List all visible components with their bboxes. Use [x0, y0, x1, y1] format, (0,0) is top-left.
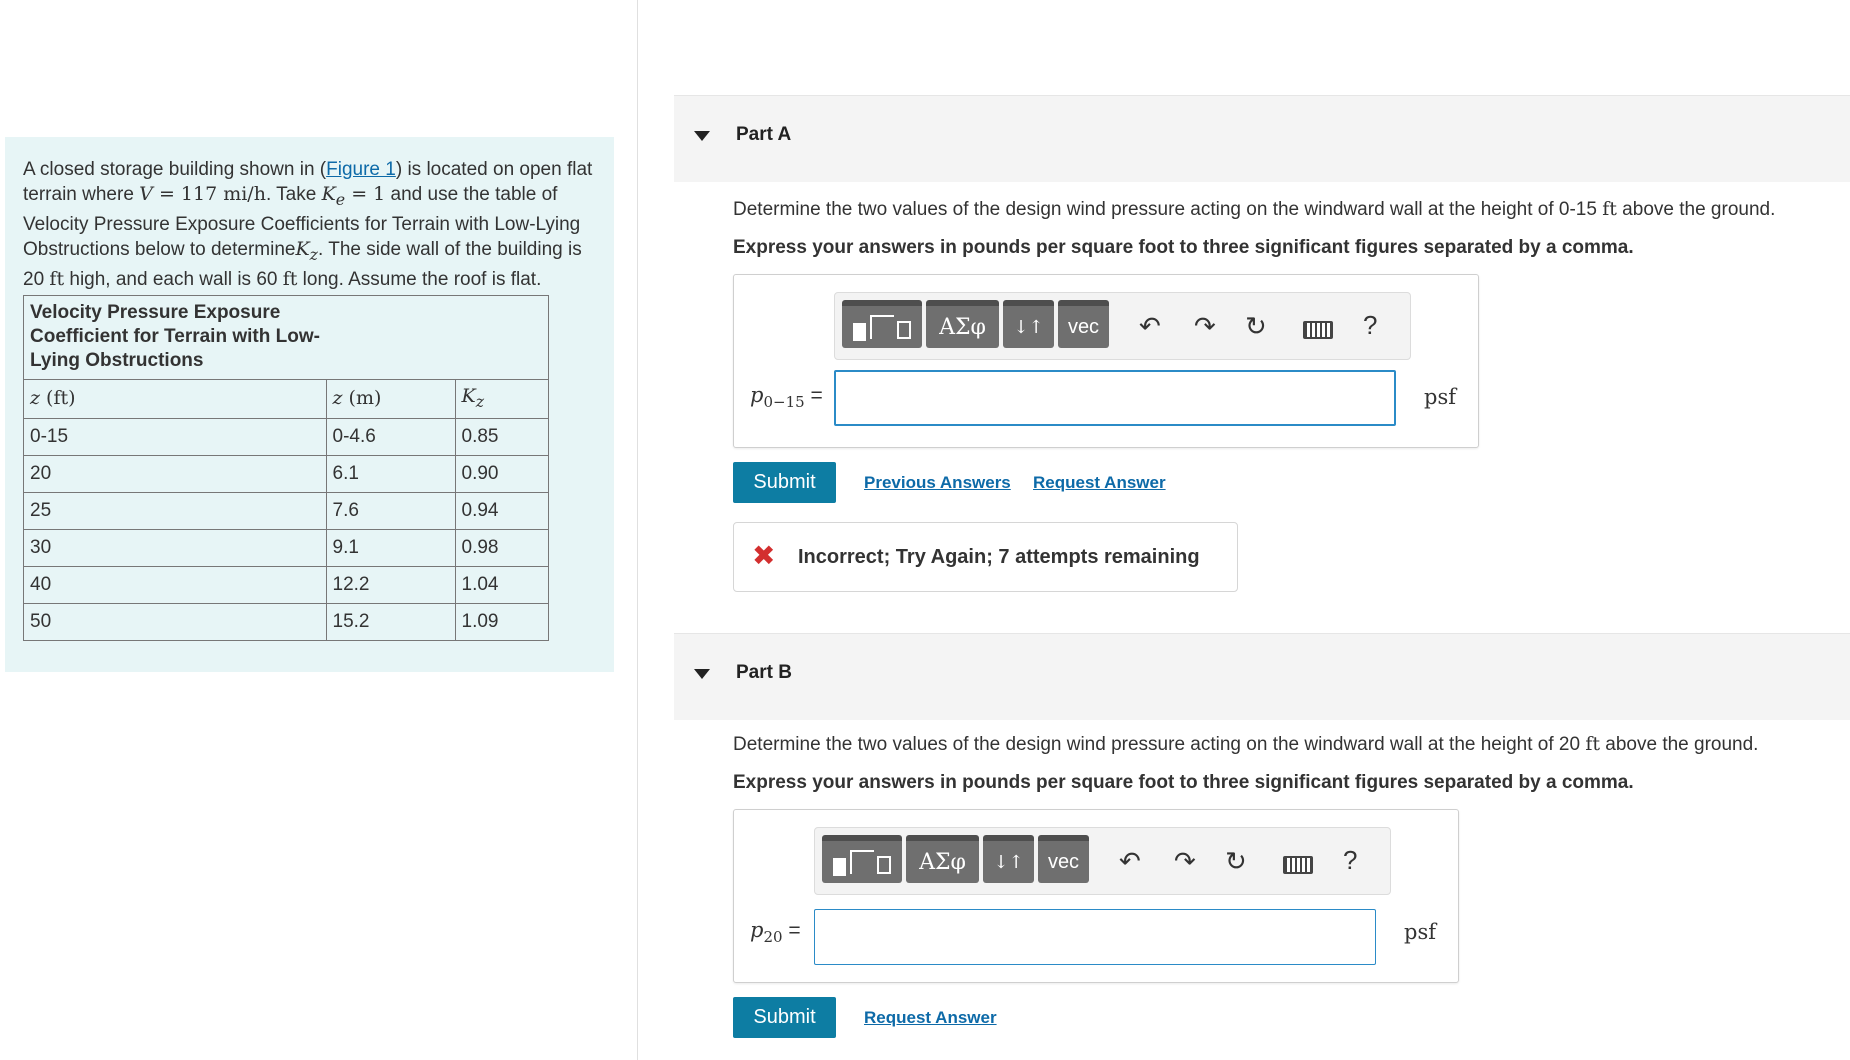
feedback-text: Incorrect; Try Again; 7 attempts remaining — [798, 546, 1200, 568]
cell-z-m: 15.2 — [326, 603, 455, 640]
keyboard-icon[interactable] — [1303, 321, 1333, 339]
table-caption-spacer — [326, 295, 455, 379]
incorrect-x-icon: ✖ — [752, 540, 776, 571]
keyboard-icon[interactable] — [1283, 856, 1313, 874]
problem-text-segment: long. Assume the roof is flat. — [297, 268, 542, 290]
cell-z-m: 12.2 — [326, 566, 455, 603]
ke-subscript: e — [335, 189, 346, 209]
redo-icon[interactable]: ↷ — [1174, 846, 1196, 876]
table-row — [24, 603, 549, 640]
part-b-answer-input[interactable] — [814, 909, 1376, 965]
velocity-pressure-table — [23, 295, 549, 641]
kz-subscript: z — [309, 244, 319, 264]
part-b-variable-label: $p_{20}$ = — [750, 918, 801, 947]
problem-text-segment: ) is located on open flat terrain where — [23, 159, 593, 205]
part-b-header[interactable] — [674, 633, 1850, 720]
ke-value: = 1 — [345, 183, 386, 205]
part-b-unit: psf — [1404, 920, 1436, 944]
column-divider — [637, 0, 638, 1060]
arrows-button[interactable]: ↓↑ — [1003, 300, 1054, 348]
cell-z-ft: 30 — [24, 529, 327, 566]
part-a-unit: psf — [1424, 385, 1456, 409]
table-row — [24, 418, 549, 455]
part-a-header[interactable] — [674, 95, 1850, 182]
table-caption-spacer — [455, 295, 548, 379]
cell-kz: 1.09 — [455, 603, 548, 640]
velocity-value: = 117 mi/h — [152, 183, 266, 205]
part-a-request-answer-link[interactable]: Request Answer — [1033, 473, 1166, 492]
help-icon[interactable]: ? — [1343, 845, 1358, 875]
cell-kz: 0.90 — [455, 455, 548, 492]
problem-text-segment: . Take — [265, 184, 322, 205]
figure-1-link[interactable]: Figure 1 — [326, 159, 396, 180]
greek-symbols-button[interactable]: ΑΣφ — [926, 300, 999, 348]
cell-z-ft: 0-15 — [24, 418, 327, 455]
cell-z-m: 7.6 — [326, 492, 455, 529]
cell-kz: 1.04 — [455, 566, 548, 603]
problem-text-segment: . The side wall of the building is 20 — [23, 238, 582, 290]
cell-kz: 0.85 — [455, 418, 548, 455]
kz-symbol: K — [295, 237, 310, 260]
vector-button[interactable]: vec — [1058, 300, 1109, 348]
help-icon[interactable]: ? — [1363, 310, 1378, 340]
cell-z-m: 6.1 — [326, 455, 455, 492]
part-a-submit-button[interactable]: Submit — [733, 462, 836, 503]
cell-z-ft: 20 — [24, 455, 327, 492]
arrows-button[interactable]: ↓↑ — [983, 835, 1034, 883]
cell-z-m: 0-4.6 — [326, 418, 455, 455]
math-toolbar — [834, 292, 1411, 360]
previous-answers-link[interactable]: Previous Answers — [864, 473, 1011, 492]
part-b-request-answer-link[interactable]: Request Answer — [864, 1008, 997, 1027]
problem-text-segment: and use the table of Velocity Pressure Exposure Coefficients for Terrain with Low-Lying Obstructions below to determine — [23, 184, 581, 260]
feedback-message — [733, 522, 1238, 592]
part-a-answer-input[interactable] — [834, 370, 1396, 426]
collapse-caret-icon[interactable] — [694, 669, 710, 679]
part-b-question: Determine the two values of the design wind pressure acting on the windward wall at the height of 20 ft above the ground. — [733, 733, 1759, 755]
redo-icon[interactable]: ↷ — [1194, 311, 1216, 341]
part-a-title: Part A — [736, 124, 792, 145]
header-z-m: z (m) — [326, 379, 455, 418]
part-b-title: Part B — [736, 662, 792, 683]
cell-kz: 0.94 — [455, 492, 548, 529]
greek-symbols-button[interactable]: ΑΣφ — [906, 835, 979, 883]
part-a-variable-label: $p_{0-15}$ = — [750, 383, 823, 412]
part-b-instruction: Express your answers in pounds per square foot to three significant figures separated by a comma. — [733, 772, 1634, 793]
table-caption: Velocity Pressure Exposure Coefficient for Terrain with Low-Lying Obstructions — [24, 295, 327, 379]
table-row — [24, 529, 549, 566]
problem-statement — [23, 157, 603, 292]
table-header-row — [24, 379, 549, 418]
velocity-symbol: V — [139, 183, 153, 205]
cell-kz: 0.98 — [455, 529, 548, 566]
table-row — [24, 566, 549, 603]
header-kz: $K_z$ — [455, 379, 548, 418]
templates-button[interactable] — [842, 300, 922, 348]
part-a-answer-box — [733, 274, 1479, 448]
cell-z-m: 9.1 — [326, 529, 455, 566]
unit-ft: ft — [282, 267, 298, 290]
cell-z-ft: 25 — [24, 492, 327, 529]
problem-text-segment: A closed storage building shown in ( — [23, 159, 327, 180]
cell-z-ft: 50 — [24, 603, 327, 640]
reset-icon[interactable]: ↻ — [1225, 846, 1247, 876]
problem-text-segment: high, and each wall is 60 — [64, 268, 283, 290]
ke-symbol: K — [321, 183, 336, 205]
collapse-caret-icon[interactable] — [694, 131, 710, 141]
math-toolbar — [814, 827, 1391, 895]
vector-button[interactable]: vec — [1038, 835, 1089, 883]
problem-panel — [5, 137, 614, 672]
table-row — [24, 492, 549, 529]
undo-icon[interactable]: ↶ — [1139, 311, 1161, 341]
cell-z-ft: 40 — [24, 566, 327, 603]
unit-ft: ft — [49, 267, 65, 290]
part-a-instruction: Express your answers in pounds per square foot to three significant figures separated by a comma. — [733, 237, 1634, 258]
part-b-submit-button[interactable]: Submit — [733, 997, 836, 1038]
reset-icon[interactable]: ↻ — [1245, 311, 1267, 341]
templates-button[interactable] — [822, 835, 902, 883]
undo-icon[interactable]: ↶ — [1119, 846, 1141, 876]
header-z-ft: z (ft) — [24, 379, 327, 418]
part-b-answer-box — [733, 809, 1459, 983]
part-a-question: Determine the two values of the design wind pressure acting on the windward wall at the height of 0-15 ft above the ground. — [733, 198, 1776, 220]
table-row — [24, 455, 549, 492]
